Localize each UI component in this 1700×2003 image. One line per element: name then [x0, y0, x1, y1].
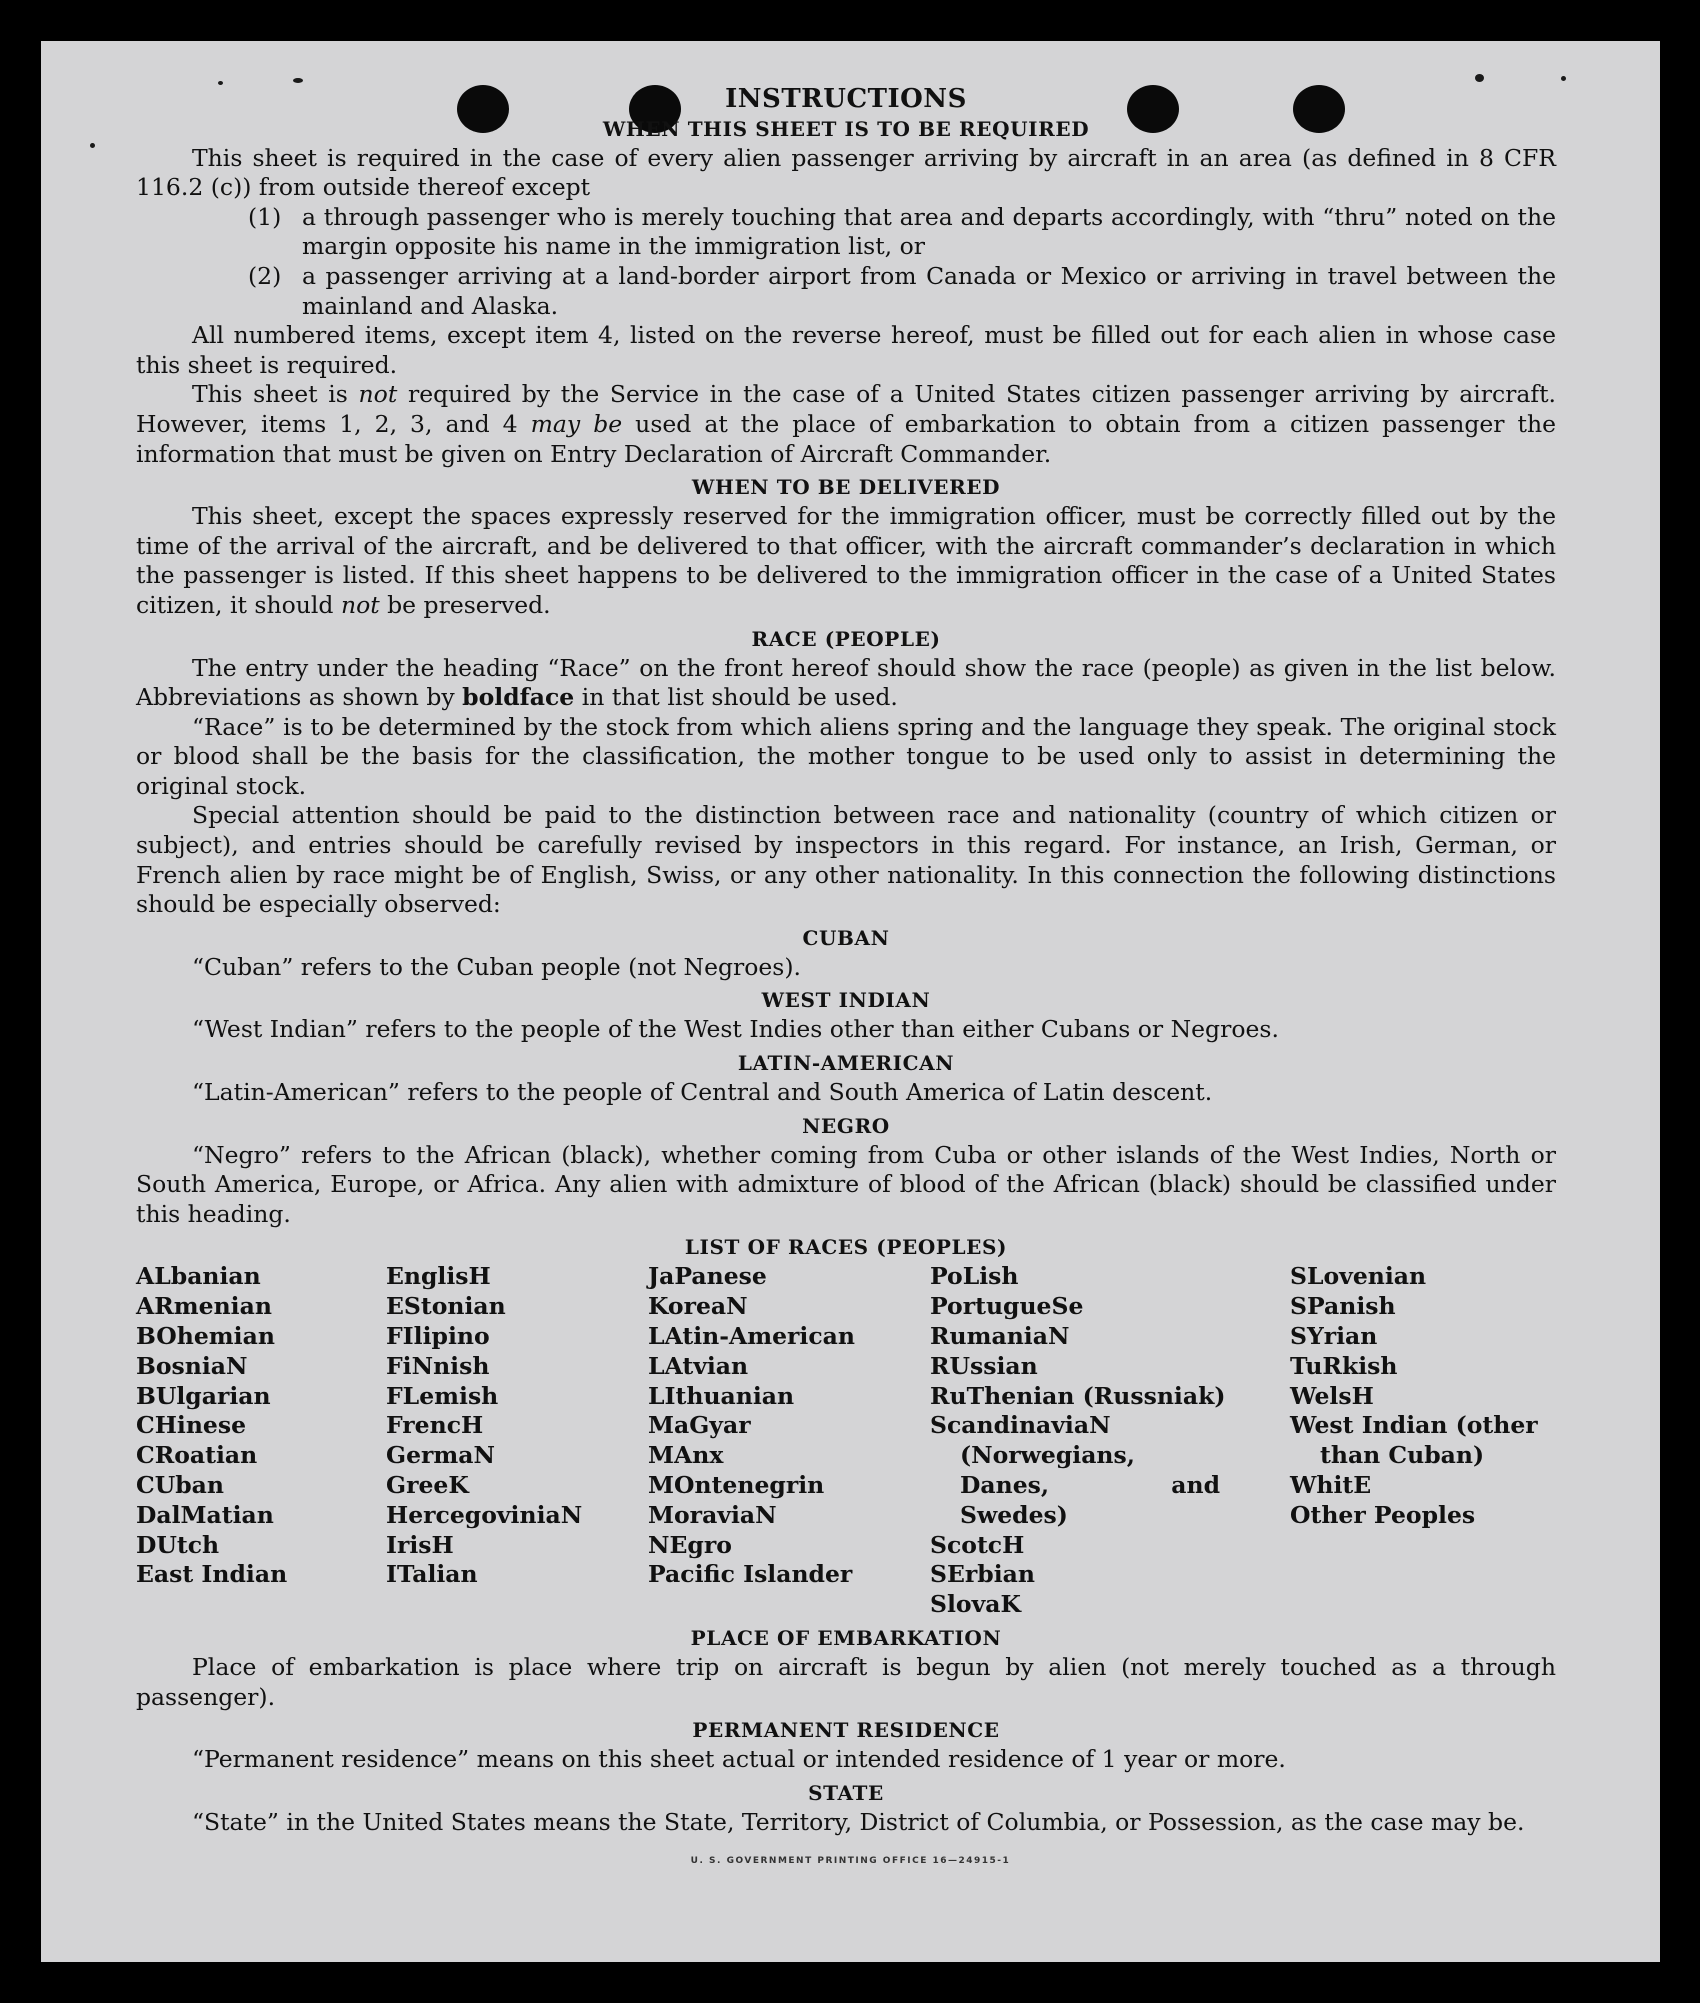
- race-entry: HercegoviniaN: [386, 1500, 583, 1529]
- race-entry: MaGyar: [648, 1411, 751, 1440]
- paragraph: This sheet is required in the case of every alien passenger arriving by aircraft in an area (as defined in 8 CFR 116.2 (c)) from outside thereof except: [136, 143, 1556, 202]
- race-entry: LAtvian: [648, 1351, 749, 1380]
- race-entry: JaPanese: [648, 1262, 767, 1291]
- page-title: INSTRUCTIONS: [725, 84, 967, 114]
- race-entry: GermaN: [386, 1441, 495, 1470]
- race-entry: FiNnish: [386, 1351, 490, 1380]
- race-entry: DUtch: [136, 1530, 220, 1559]
- race-entry: EStonian: [386, 1292, 506, 1321]
- section-heading: NEGRO: [802, 1113, 890, 1138]
- race-list: [136, 1262, 1556, 1620]
- list-item: [136, 203, 1556, 262]
- race-column: [930, 1262, 1226, 1620]
- race-entry: RumaniaN: [930, 1322, 1070, 1350]
- race-entry: SErbian: [930, 1560, 1035, 1589]
- section-heading: WEST INDIAN: [761, 988, 931, 1013]
- race-entry: FrencH: [386, 1411, 484, 1440]
- paragraph: [136, 502, 1556, 620]
- race-column: [386, 1262, 648, 1620]
- race-entry: SPanish: [1290, 1292, 1396, 1321]
- section-heading: STATE: [808, 1780, 884, 1805]
- list-item: [136, 262, 1556, 321]
- race-entry: RuThenian (Russniak): [930, 1381, 1226, 1410]
- race-entry: IrisH: [386, 1530, 454, 1559]
- race-entry: WhitE: [1290, 1470, 1372, 1499]
- instructions-content: [136, 85, 1556, 1837]
- race-column: [648, 1262, 930, 1620]
- paragraph: “Negro” refers to the African (black), whether coming from Cuba or other islands of the West Indies, North or South America, Europe, or Africa. Any alien with admixture of blood of the African (black) should be classified under this heading.: [136, 1140, 1556, 1228]
- race-entry: ScotcH: [930, 1530, 1025, 1559]
- race-entry: ITalian: [386, 1560, 478, 1589]
- race-entry: DalMatian: [136, 1500, 274, 1529]
- race-entry: BUlgarian: [136, 1381, 271, 1410]
- printer-imprint: U. S. GOVERNMENT PRINTING OFFICE 16—24915-1: [690, 1856, 1011, 1866]
- race-column: [136, 1262, 386, 1620]
- section-heading: RACE (PEOPLE): [751, 626, 941, 651]
- race-entry: CRoatian: [136, 1441, 258, 1470]
- race-entry: West Indian (other than Cuban): [1290, 1411, 1538, 1470]
- race-entry: East Indian: [136, 1560, 288, 1589]
- race-entry: RUssian: [930, 1351, 1038, 1380]
- emphasis: not: [340, 590, 380, 619]
- race-entry: KoreaN: [648, 1292, 748, 1321]
- race-entry: GreeK: [386, 1470, 469, 1499]
- race-entry: MAnx: [648, 1441, 724, 1470]
- text-run: used at the place of embarkation to obtain from a citizen passenger the information that must be given on Entry Declaration of Aircraft Commander.: [136, 409, 1557, 468]
- race-entry: WelsH: [1290, 1381, 1374, 1410]
- race-entry: MoraviaN: [648, 1500, 777, 1529]
- race-entry: LAtin-American: [648, 1322, 855, 1350]
- paragraph: [136, 380, 1556, 469]
- text-run: be preserved.: [379, 590, 551, 619]
- race-entry: BosniaN: [136, 1351, 248, 1380]
- text-run: The entry under the heading “Race” on the front hereof should show the race (people) as given in the list below. Abbreviations as shown by: [136, 653, 1556, 712]
- race-entry: PortugueSe: [930, 1292, 1084, 1321]
- race-entry: FLemish: [386, 1381, 499, 1410]
- item-text: a passenger arriving at a land-border airport from Canada or Mexico or arriving in travel between the mainland and Alaska.: [302, 261, 1556, 320]
- emphasis: may be: [530, 409, 623, 438]
- section-heading: LATIN-AMERICAN: [737, 1051, 955, 1076]
- speck: [90, 143, 95, 148]
- section-heading: PLACE OF EMBARKATION: [690, 1625, 1002, 1650]
- emphasis: not: [358, 380, 398, 409]
- race-entry: LIthuanian: [648, 1381, 795, 1410]
- race-entry: Pacific Islander: [648, 1560, 853, 1589]
- speck: [1475, 74, 1484, 82]
- speck: [293, 78, 303, 83]
- text-run: required by the Service in the case of a United States citizen passenger arriving by aircraft. However, items 1, 2, 3, and 4: [136, 380, 1556, 438]
- race-entry: FIlipino: [386, 1322, 490, 1350]
- race-entry: PoLish: [930, 1262, 1019, 1291]
- paragraph: “Latin-American” refers to the people of Central and South America of Latin descent.: [192, 1078, 1213, 1107]
- paragraph: Place of embarkation is place where trip on aircraft is begun by alien (not merely touched as a through passenger).: [136, 1652, 1556, 1711]
- document-sheet: [41, 41, 1660, 1962]
- race-entry: SLovenian: [1290, 1262, 1427, 1291]
- section-heading: LIST OF RACES (PEOPLES): [684, 1235, 1008, 1260]
- race-entry: ScandinaviaN (Norwegians, Danes, and Swedes): [930, 1411, 1220, 1529]
- paragraph: “Permanent residence” means on this sheet actual or intended residence of 1 year or more.: [192, 1745, 1286, 1774]
- race-entry: ARmenian: [136, 1292, 272, 1321]
- section-heading: WHEN THIS SHEET IS TO BE REQUIRED: [602, 116, 1090, 141]
- section-heading: WHEN TO BE DELIVERED: [691, 475, 1001, 500]
- paragraph: [136, 654, 1556, 713]
- race-entry: Other Peoples: [1290, 1500, 1476, 1529]
- race-entry: TuRkish: [1290, 1351, 1398, 1380]
- paragraph: “Cuban” refers to the Cuban people (not Negroes).: [192, 952, 802, 981]
- item-number: (1): [248, 202, 282, 231]
- race-entry: EnglisH: [386, 1262, 491, 1291]
- race-entry: BOhemian: [136, 1322, 275, 1350]
- bold-text: boldface: [462, 683, 575, 712]
- text-run: in that list should be used.: [574, 683, 898, 712]
- race-entry: SYrian: [1290, 1322, 1378, 1350]
- race-entry: MOntenegrin: [648, 1470, 825, 1499]
- text-run: This sheet is: [192, 380, 359, 409]
- race-entry: CUban: [136, 1470, 224, 1499]
- paragraph: “State” in the United States means the State, Territory, District of Columbia, or Possession, as the case may be.: [192, 1807, 1525, 1836]
- paragraph: All numbered items, except item 4, listed on the reverse hereof, must be filled out for each alien in whose case this sheet is required.: [136, 321, 1556, 379]
- paragraph: “West Indian” refers to the people of the West Indies other than either Cubans or Negroes.: [192, 1015, 1279, 1044]
- race-entry: SlovaK: [930, 1590, 1021, 1619]
- section-heading: PERMANENT RESIDENCE: [692, 1718, 1000, 1743]
- speck: [1561, 76, 1566, 81]
- race-column: [1290, 1262, 1550, 1620]
- paragraph: “Race” is to be determined by the stock from which aliens spring and the language they speak. The original stock or blood shall be the basis for the classification, the mother tongue to be used only to assist in determining the original stock.: [136, 712, 1556, 800]
- section-heading: CUBAN: [802, 925, 890, 950]
- text-run: This sheet, except the spaces expressly reserved for the immigration officer, must be correctly filled out by the time of the arrival of the aircraft, and be delivered to that officer, with the aircraft commander’s declaration in which the passenger is listed. If this sheet happens to be delivered to the immigration officer in the case of a United States citizen, it should: [136, 502, 1556, 619]
- race-entry: CHinese: [136, 1411, 247, 1440]
- race-entry: ALbanian: [136, 1262, 261, 1291]
- item-number: (2): [248, 261, 282, 290]
- paragraph: Special attention should be paid to the distinction between race and nationality (country of which citizen or subject), and entries should be carefully revised by inspectors in this regard. For instance, an Irish, German, or French alien by race might be of English, Swiss, or any other nationality. In this connection the following distinctions should be especially observed:: [136, 801, 1556, 919]
- race-entry: NEgro: [648, 1530, 732, 1559]
- item-text: a through passenger who is merely touching that area and departs accordingly, with “thru” noted on the margin opposite his name in the immigration list, or: [302, 202, 1556, 261]
